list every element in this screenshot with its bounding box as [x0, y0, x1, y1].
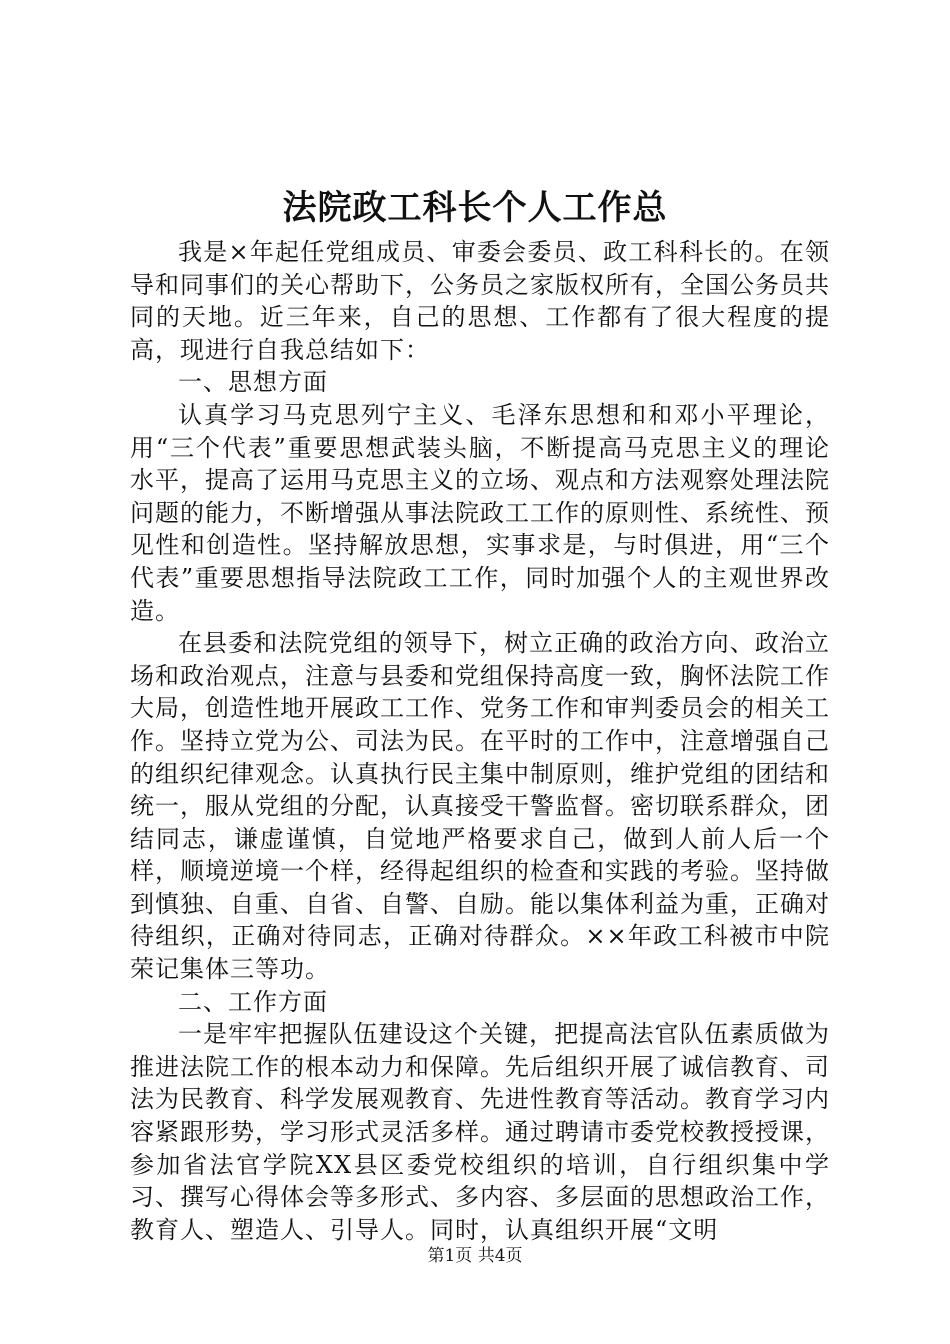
paragraph-thought-discipline: 在县委和法院党组的领导下，树立正确的政治方向、政治立场和政治观点，注意与县委和党组保持高度一致，胸怀法院工作大局，创造性地开展政工工作、党务工作和审判委员会的相关工作。坚持立党为公、司法为民。在平时的工作中，注意增强自己的组织纪律观念。认真执行民主集中制原则，维护党组的团结和统一，服从党组的分配，认真接受干警监督。密切联系群众，团结同志，谦虚谨慎，自觉地严格要求自己，做到人前人后一个样，顺境逆境一个样，经得起组织的检查和实践的考验。坚持做到慎独、自重、自省、自警、自励。能以集体利益为重，正确对待组织，正确对待同志，正确对待群众。××年政工科被市中院荣记集体三等功。	[130, 629, 830, 984]
paragraph-thought-study: 认真学习马克思列宁主义、毛泽东思想和和邓小平理论，用“三个代表”重要思想武装头脑，不断提高马克思主义的理论水平，提高了运用马克思主义的立场、观点和方法观察处理法院问题的能力，不断增强从事法院政工工作的原则性、系统性、预见性和创造性。坚持解放思想，实事求是，与时俱进，用“三个代表”重要思想指导法院政工工作，同时加强个人的主观世界改造。	[130, 400, 830, 625]
paragraph-intro: 我是×年起任党组成员、审委会委员、政工科科长的。在领导和同事们的关心帮助下，公务员之家版权所有，全国公务员共同的天地。近三年来，自己的思想、工作都有了很大程度的提高，现进行自我总结如下：	[130, 238, 830, 364]
section-heading-thought: 一、思想方面	[178, 368, 328, 397]
section-heading-work: 二、工作方面	[178, 987, 328, 1016]
document-title: 法院政工科长个人工作总	[282, 188, 668, 228]
document-body	[130, 236, 830, 1246]
page-number-footer: 第1页 共4页	[427, 1246, 523, 1266]
paragraph-work-team: 一是牢牢把握队伍建设这个关键，把提高法官队伍素质做为推进法院工作的根本动力和保障。先后组织开展了诚信教育、司法为民教育、科学发展观教育、先进性教育等活动。教育学习内容紧跟形势，学习形式灵活多样。通过聘请市委党校教授授课，参加省法官学院XX县区委党校组织的培训，自行组织集中学习、撰写心得体会等多形式、多内容、多层面的思想政治工作，教育人、塑造人、引导人。同时，认真组织开展“文明	[130, 1020, 830, 1244]
